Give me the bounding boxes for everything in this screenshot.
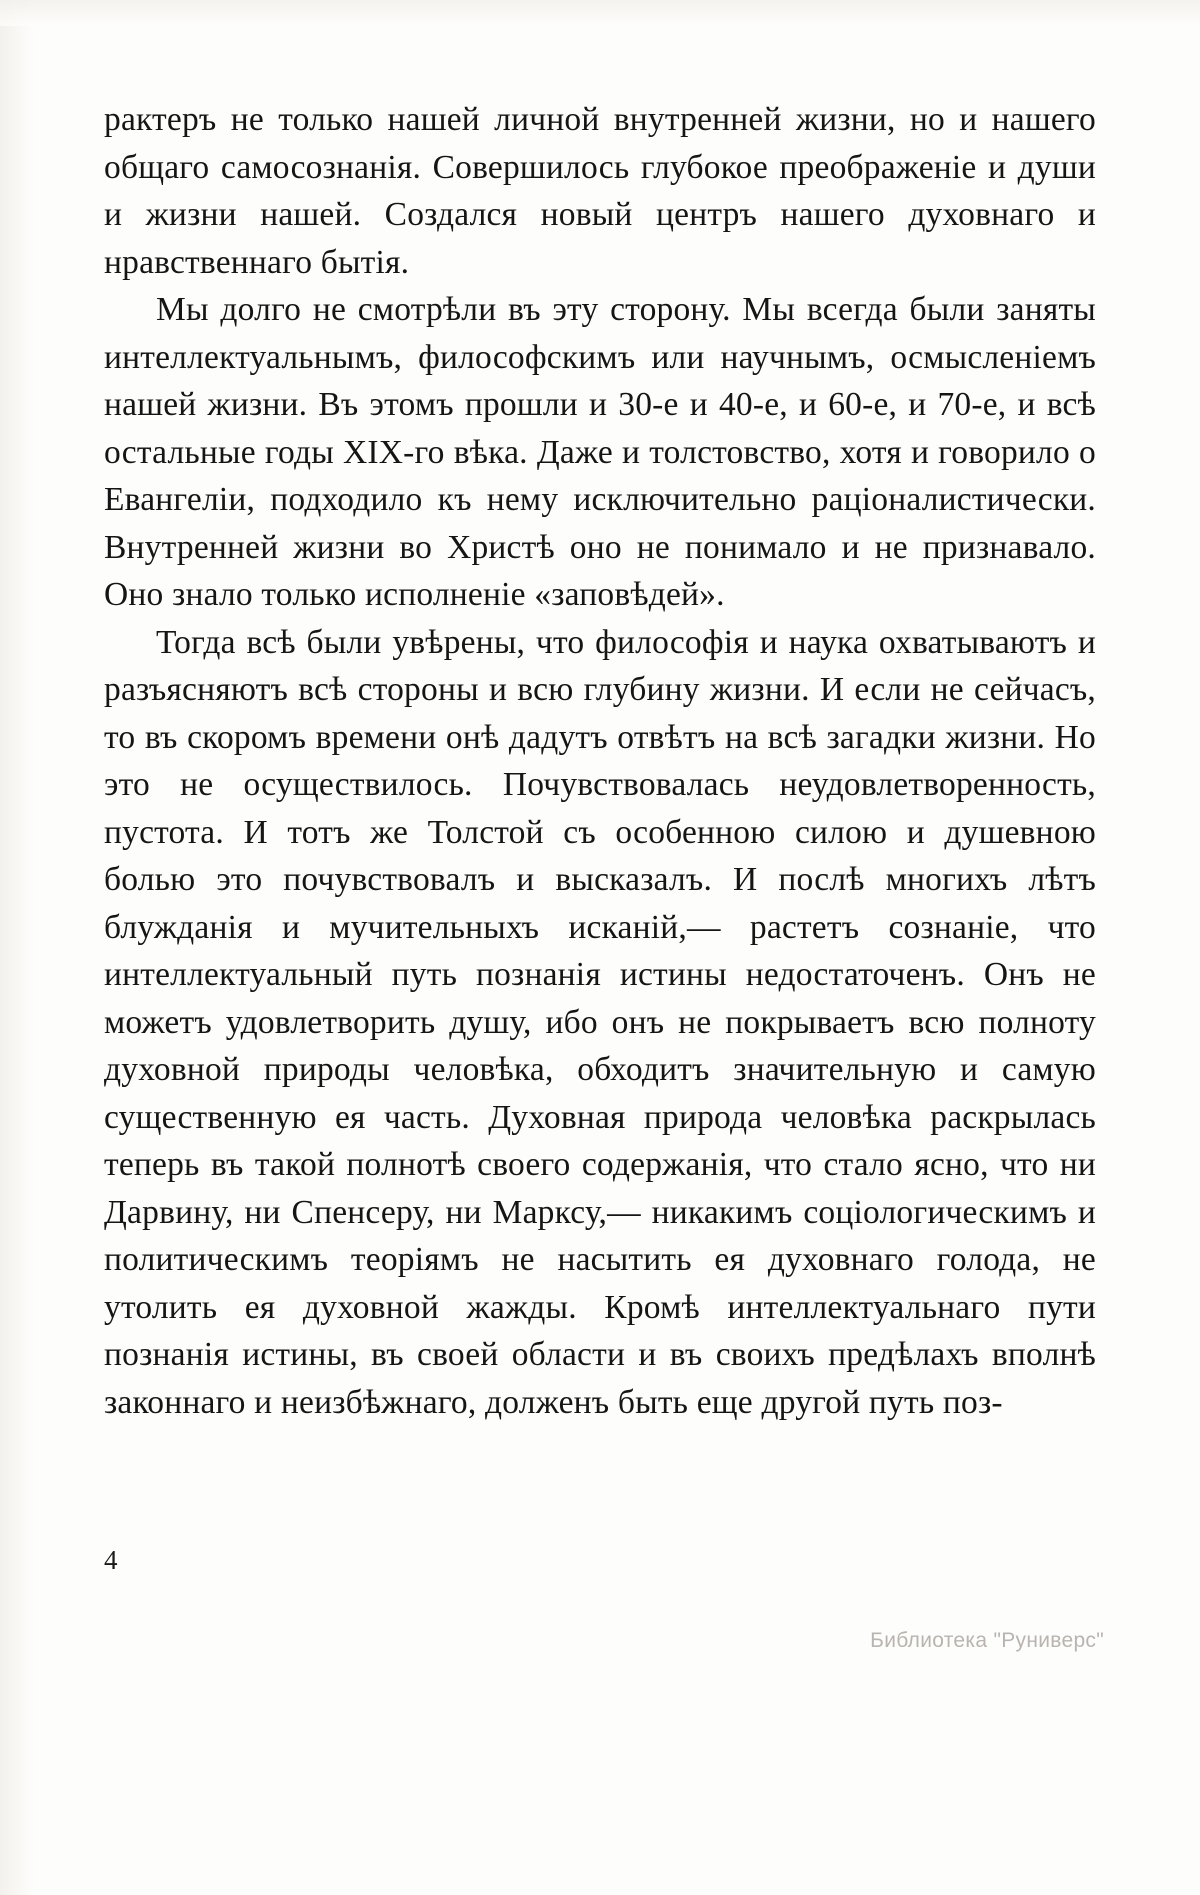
page-edge-shadow-top xyxy=(0,0,1200,26)
library-watermark: Библиотека "Руниверс" xyxy=(870,1629,1104,1652)
body-text-column xyxy=(104,96,1096,1426)
paragraph-1: рактеръ не только нашей личной внутренней жизни, но и нашего общаго самосознанія. Совершилось глубокое преображеніе и души и жизни нашей. Создался новый центръ нашего духовнаго и нравственнаго бытія. xyxy=(104,101,1096,281)
page-number: 4 xyxy=(104,1545,118,1575)
paragraph-2: Мы долго не смотрѣли въ эту сторону. Мы всегда были заняты интеллектуальнымъ, философскимъ или научнымъ, осмысленіемъ нашей жизни. Въ этомъ прошли и 30-е и 40-е, и 60-е, и 70-е, и всѣ остальные годы XIX-го вѣка. Даже и толстовство, хотя и говорило о Евангеліи, подходило къ нему исключительно раціоналистически. Внутренней жизни во Христѣ оно не понимало и не признавало. Оно знало только исполненіе «заповѣдей». xyxy=(104,291,1096,613)
page-edge-shadow-left xyxy=(0,0,34,1895)
paragraph-3: Тогда всѣ были увѣрены, что философія и наука охватываютъ и разъясняютъ всѣ стороны и всю глубину жизни. И если не сейчасъ, то въ скоромъ времени онѣ дадутъ отвѣтъ на всѣ загадки жизни. Но это не осуществилось. Почувствовалась неудовлетворенность, пустота. И тотъ же Толстой съ особенною силою и душевною болью это почувствовалъ и высказалъ. И послѣ многихъ лѣтъ блужданія и мучительныхъ исканій,— растетъ сознаніе, что интеллектуальный путь познанія истины недостаточенъ. Онъ не можетъ удовлетворить душу, ибо онъ не покрываетъ всю полноту духовной природы человѣка, обходитъ значительную и самую существенную ея часть. Духовная природа человѣка раскрылась теперь въ такой полнотѣ своего содержанія, что стало ясно, что ни Дарвину, ни Спенсеру, ни Марксу,— никакимъ соціологическимъ и политическимъ теоріямъ не насытить ея духовнаго голода, не утолить ея духовной жажды. Кромѣ интеллектуальнаго пути познанія истины, въ своей области и въ своихъ предѣлахъ вполнѣ законнаго и неизбѣжнаго, долженъ быть еще другой путь поз- xyxy=(104,623,1096,1421)
